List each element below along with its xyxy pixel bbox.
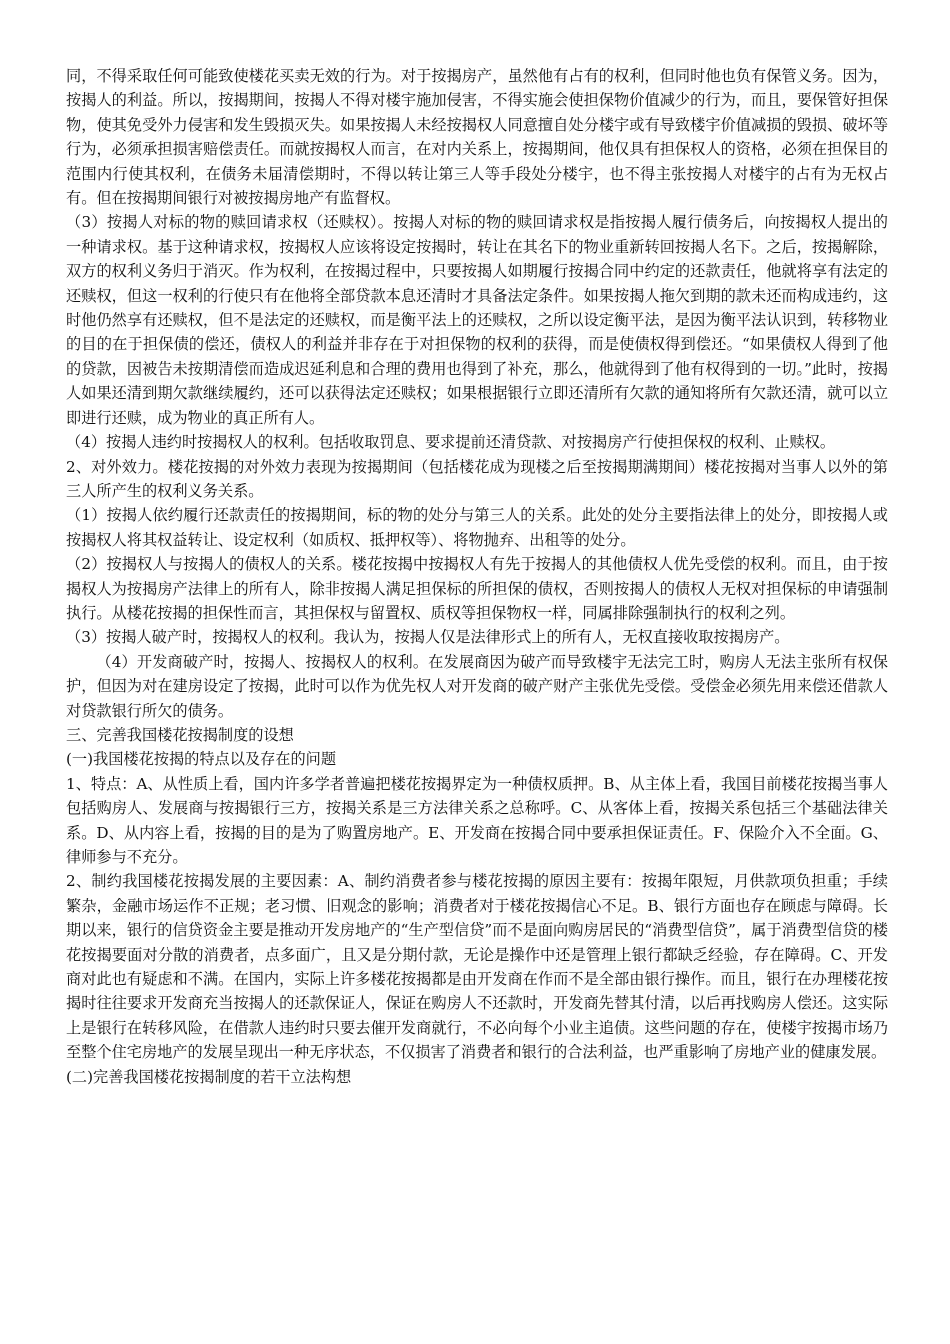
paragraph-mortgagor-bankruptcy: （3）按揭人破产时，按揭权人的权利。我认为，按揭人仅是法律形式上的所有人，无权直接收取按揭房产。 xyxy=(66,628,790,647)
paragraph-creditor-relation: （2）按揭权人与按揭人的债权人的关系。楼花按揭中按揭权人有先于按揭人的其他债权人优先受偿的权利。而且，由于按揭权人为按揭房产法律上的所有人，除非按揭人满足担保标的所担保的债权，否则按揭人的债权人无权对担保标的申请强制执行。从楼花按揭的担保性而言，其担保权与留置权、质权等担保物权一样，同属排除强制执行的权利之列。 xyxy=(66,555,888,622)
subsection-heading-1: (一)我国楼花按揭的特点以及存在的问题 xyxy=(66,750,337,769)
paragraph-redemption-right: （3）按揭人对标的物的赎回请求权（还赎权）。按揭人对标的物的赎回请求权是指按揭人履行债务后，向按揭权人提出的一种请求权。基于这种请求权，按揭权人应该将设定按揭时，转让在其名下的物业重新转回按揭人名下。之后，按揭解除，双方的权利义务归于消灭。作为权利，在按揭过程中，只要按揭人如期履行按揭合同中约定的还款责任，他就将享有法定的还赎权，但这一权利的行使只有在他将全部贷款本息还清时才具备法定条件。如果按揭人拖欠到期的款未还而构成违约，这时他仍然享有还赎权，但不是法定的还赎权，而是衡平法上的还赎权，之所以设定衡平法，是因为衡平法认识到，转移物业的目的在于担保债的偿还，债权人的利益并非存在于对担保物的权利的获得，而是使债权得到偿还。“如果债权人得到了他的贷款，因被告未按期清偿而造成迟延利息和合理的费用也得到了补充，那么，他就得到了他有权得到的一切。”此时，按揭人如果还清到期欠款继续履约，还可以获得法定还赎权；如果根据银行立即还清所有欠款的通知将所有欠款还清，就可以立即进行还赎，成为物业的真正所有人。 xyxy=(66,213,888,427)
paragraph-constraints: 2、制约我国楼花按揭发展的主要因素：A、制约消费者参与楼花按揭的原因主要有：按揭年限短，月供款项负担重；手续繁杂，金融市场运作不正规；老习惯、旧观念的影响；消费者对于楼花按揭信心不足。B、银行方面也存在顾虑与障碍。长期以来，银行的信贷资金主要是推动开发房地产的“生产型信贷”而不是面向购房居民的“消费型信贷”，属于消费型信贷的楼花按揭要面对分散的消费者，点多面广，且又是分期付款，无论是操作中还是管理上银行都缺乏经验，存在障碍。C、开发商对此也有疑虑和不满。在国内，实际上许多楼花按揭都是由开发商在作而不是全部由银行操作。而且，银行在办理楼花按揭时往往要求开发商充当按揭人的还款保证人，保证在购房人不还款时，开发商先替其付清，以后再找购房人偿还。这实际上是银行在转移风险，在借款人违约时只要去催开发商就行，不必向每个小业主追债。这些问题的存在，使楼宇按揭市场乃至整个住宅房地产的发展呈现出一种无序状态，不仅损害了消费者和银行的合法利益，也严重影响了房地产业的健康发展。 xyxy=(66,872,888,1062)
document-body xyxy=(66,64,888,1089)
paragraph-default-rights: （4）按揭人违约时按揭权人的权利。包括收取罚息、要求提前还清贷款、对按揭房产行使担保权的权利、止赎权。 xyxy=(66,433,836,452)
section-heading-3: 三、完善我国楼花按揭制度的设想 xyxy=(66,725,294,744)
paragraph-external-effect: 2、对外效力。楼花按揭的对外效力表现为按揭期间（包括楼花成为现楼之后至按揭期满期间）楼花按揭对当事人以外的第三人所产生的权利义务关系。 xyxy=(66,457,888,500)
paragraph-features: 1、特点：A、从性质上看，国内许多学者普遍把楼花按揭界定为一种债权质押。B、从主体上看，我国目前楼花按揭当事人包括购房人、发展商与按揭银行三方，按揭关系是三方法律关系之总称呼。C、从客体上看，按揭关系包括三个基础法律关系。D、从内容上看，按揭的目的是为了购置房地产。E、开发商在按揭合同中要承担保证责任。F、保险介入不全面。G、律师参与不充分。 xyxy=(66,774,888,866)
paragraph-disposal-third-party: （1）按揭人依约履行还款责任的按揭期间，标的物的处分与第三人的关系。此处的处分主要指法律上的处分，即按揭人或按揭权人将其权益转让、设定权利（如质权、抵押权等）、将物抛弃、出租等的处分。 xyxy=(66,506,888,549)
paragraph-continuation: 同，不得采取任何可能致使楼花买卖无效的行为。对于按揭房产，虽然他有占有的权利，但同时他也负有保管义务。因为，按揭人的利益。所以，按揭期间，按揭人不得对楼宇施加侵害，不得实施会使担保物价值减少的行为，而且，要保管好担保物，使其免受外力侵害和发生毁损灭失。如果按揭人未经按揭权人同意擅自处分楼宇或有导致楼宇价值减损的毁损、破坏等行为，必须承担损害赔偿责任。而就按揭权人而言，在对内关系上，按揭期间，他仅具有担保权人的资格，必须在担保目的范围内行使其权利，在债务未届清偿期时，不得以转让第三人等手段处分楼宇，也不得主张按揭人对楼宇的占有为无权占有。但在按揭期间银行对被按揭房地产有监督权。 xyxy=(66,67,888,208)
paragraph-developer-bankruptcy: （4）开发商破产时，按揭人、按揭权人的权利。在发展商因为破产而导致楼宇无法完工时，购房人无法主张所有权保护，但因为对在建房设定了按揭，此时可以作为优先权人对开发商的破产财产主张优先受偿。受偿金必须先用来偿还借款人对贷款银行所欠的债务。 xyxy=(66,652,888,720)
subsection-heading-2: (二)完善我国楼花按揭制度的若干立法构想 xyxy=(66,1067,352,1086)
